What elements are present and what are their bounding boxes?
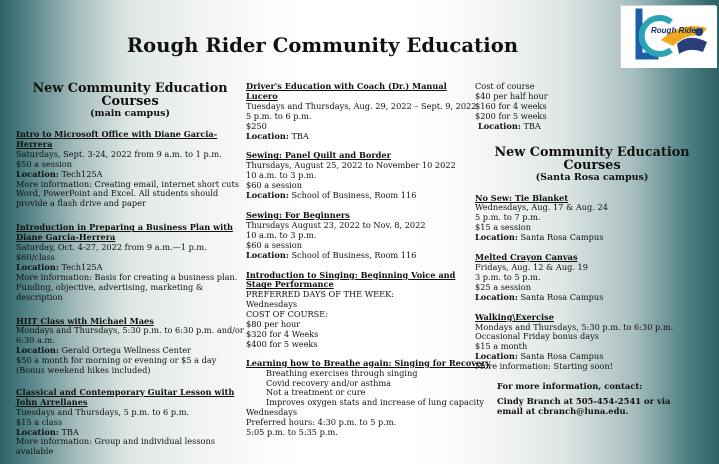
- course-tie-blanket: No Sew: Tie Blanket Wednesdays, Aug. 17 & Aug. 24 5 p.m. to 7 p.m. $15 a session Location: Santa Rosa Campus: [475, 194, 695, 244]
- right-column: [475, 82, 695, 416]
- course-title: Introduction in Preparing a Business Plan with Diane Garcia-Herrera: [16, 222, 233, 243]
- course-title: HIIT Class with Michael Maes: [16, 315, 154, 326]
- course-guitar: Classical and Contemporary Guitar Lesson with John Arrellanes Tuesdays and Thursdays, 5 p.m. to 6 p.m. $15 a class Location: TBA More information: Group and individual lessons available: [16, 388, 244, 457]
- course-walking: Walking\Exercise Mondays and Thursdays, 5:30 p.m. to 6:30 p.m. Occasional Friday bonus days $15 a month Location: Santa Rosa Campus More information: Starting soon!: [475, 313, 695, 372]
- course-title: Walking\Exercise: [475, 311, 554, 322]
- flyer-title: Rough Rider Community Education: [126, 34, 519, 57]
- main-campus-heading: New Community Education Courses (main campus): [32, 81, 228, 119]
- main-campus-column: [16, 82, 244, 457]
- course-crayon-canvas: Melted Crayon Canvas Fridays, Aug. 12 & Aug. 19 3 p.m. to 5 p.m. $25 a session Location: Santa Rosa Campus: [475, 253, 695, 303]
- cost-continued: Cost of course $40 per half hour $160 for 4 weeks $200 for 5 weeks Location: TBA: [475, 81, 548, 131]
- logo-text: Rough Riders: [651, 26, 704, 35]
- course-title: Melted Crayon Canvas: [475, 252, 578, 263]
- course-title: Sewing: For Beginners: [246, 209, 350, 220]
- course-title: Learning how to Breathe again: Singing for Recovery: [246, 357, 491, 368]
- course-breathe: Learning how to Breathe again: Singing for Recovery Breathing exercises through singing Covid recovery and/or asthma Not a treatment or cure Improves oxygen stats and increase of lung capacity Wednesdays Preferred hours: 4:30 p.m. to 5 p.m. 5:05 p.m. to 5:35 p.m.: [246, 357, 491, 438]
- course-business-plan: Introduction in Preparing a Business Plan with Diane Garcia-Herrera Saturday, Oct. 4-27, 2022 from 9 a.m.—1 p.m. $60/class Location: Tech125A More information: Basis for creating a business plan. Funding, objective, advertising, marketing & description: [16, 223, 244, 302]
- course-title: Sewing: Panel Quilt and Border: [246, 150, 391, 161]
- course-hiit: HIIT Class with Michael Maes Mondays and Thursdays, 5:30 p.m. to 6:30 p.m. and/or 6:30 a.m. Location: Gerald Ortega Wellness Center $50 a month for morning or evening or $5 a day (Bonus weekend hikes included): [16, 315, 244, 376]
- contact-info: For more information, contact: Cindy Branch at 505-454-2541 or via email at cbranch@luna.edu.: [497, 381, 671, 417]
- course-title: Driver's Education with Coach (Dr.) Manual Lucero: [246, 81, 447, 101]
- course-title: Introduction to Singing: Beginning Voice and Stage Performance: [246, 269, 456, 290]
- santa-rosa-heading: New Community Education Courses (Santa Rosa campus): [494, 144, 690, 183]
- logo-graphic: [621, 6, 717, 68]
- course-title: No Sew: Tie Blanket: [475, 192, 569, 203]
- course-title: Intro to Microsoft Office with Diane Garcia-Herrera: [16, 129, 218, 149]
- course-title: Classical and Contemporary Guitar Lesson with John Arrellanes: [16, 386, 235, 407]
- course-sewing-beginners: Sewing: For Beginners Thursdays August 23, 2022 to Nov. 8, 2022 10 a.m. to 3 p.m. $60 a session Location: School of Business, Room 116: [246, 211, 474, 261]
- rough-riders-logo: [620, 5, 716, 67]
- course-panel-quilt: Sewing: Panel Quilt and Border Thursdays, August 25, 2022 to November 10 2022 10 a.m. to 3 p.m. $60 a session Location: School of Business, Room 116: [246, 151, 474, 201]
- course-ms-office: Intro to Microsoft Office with Diane Garcia-Herrera Saturdays, Sept. 3-24, 2022 from 9 a.m. to 1 p.m. $50 a session Location: Tech125A More information: Creating email, internet short cuts Word, PowerPoint and Excel. All students should provide a flash drive and paper: [16, 130, 244, 209]
- middle-column: [246, 81, 491, 438]
- course-singing: Introduction to Singing: Beginning Voice and Stage Performance PREFERRED DAYS OF THE WEEK: Wednesdays COST OF COURSE: $80 per hour $320 for 4 Weeks $400 for 5 weeks: [246, 271, 474, 350]
- course-drivers-ed: Driver's Education with Coach (Dr.) Manual Lucero Tuesdays and Thursdays, Aug. 29, 2022 – Sept. 9, 2022 5 p.m. to 6 p.m. $250 Location: TBA: [246, 81, 477, 141]
